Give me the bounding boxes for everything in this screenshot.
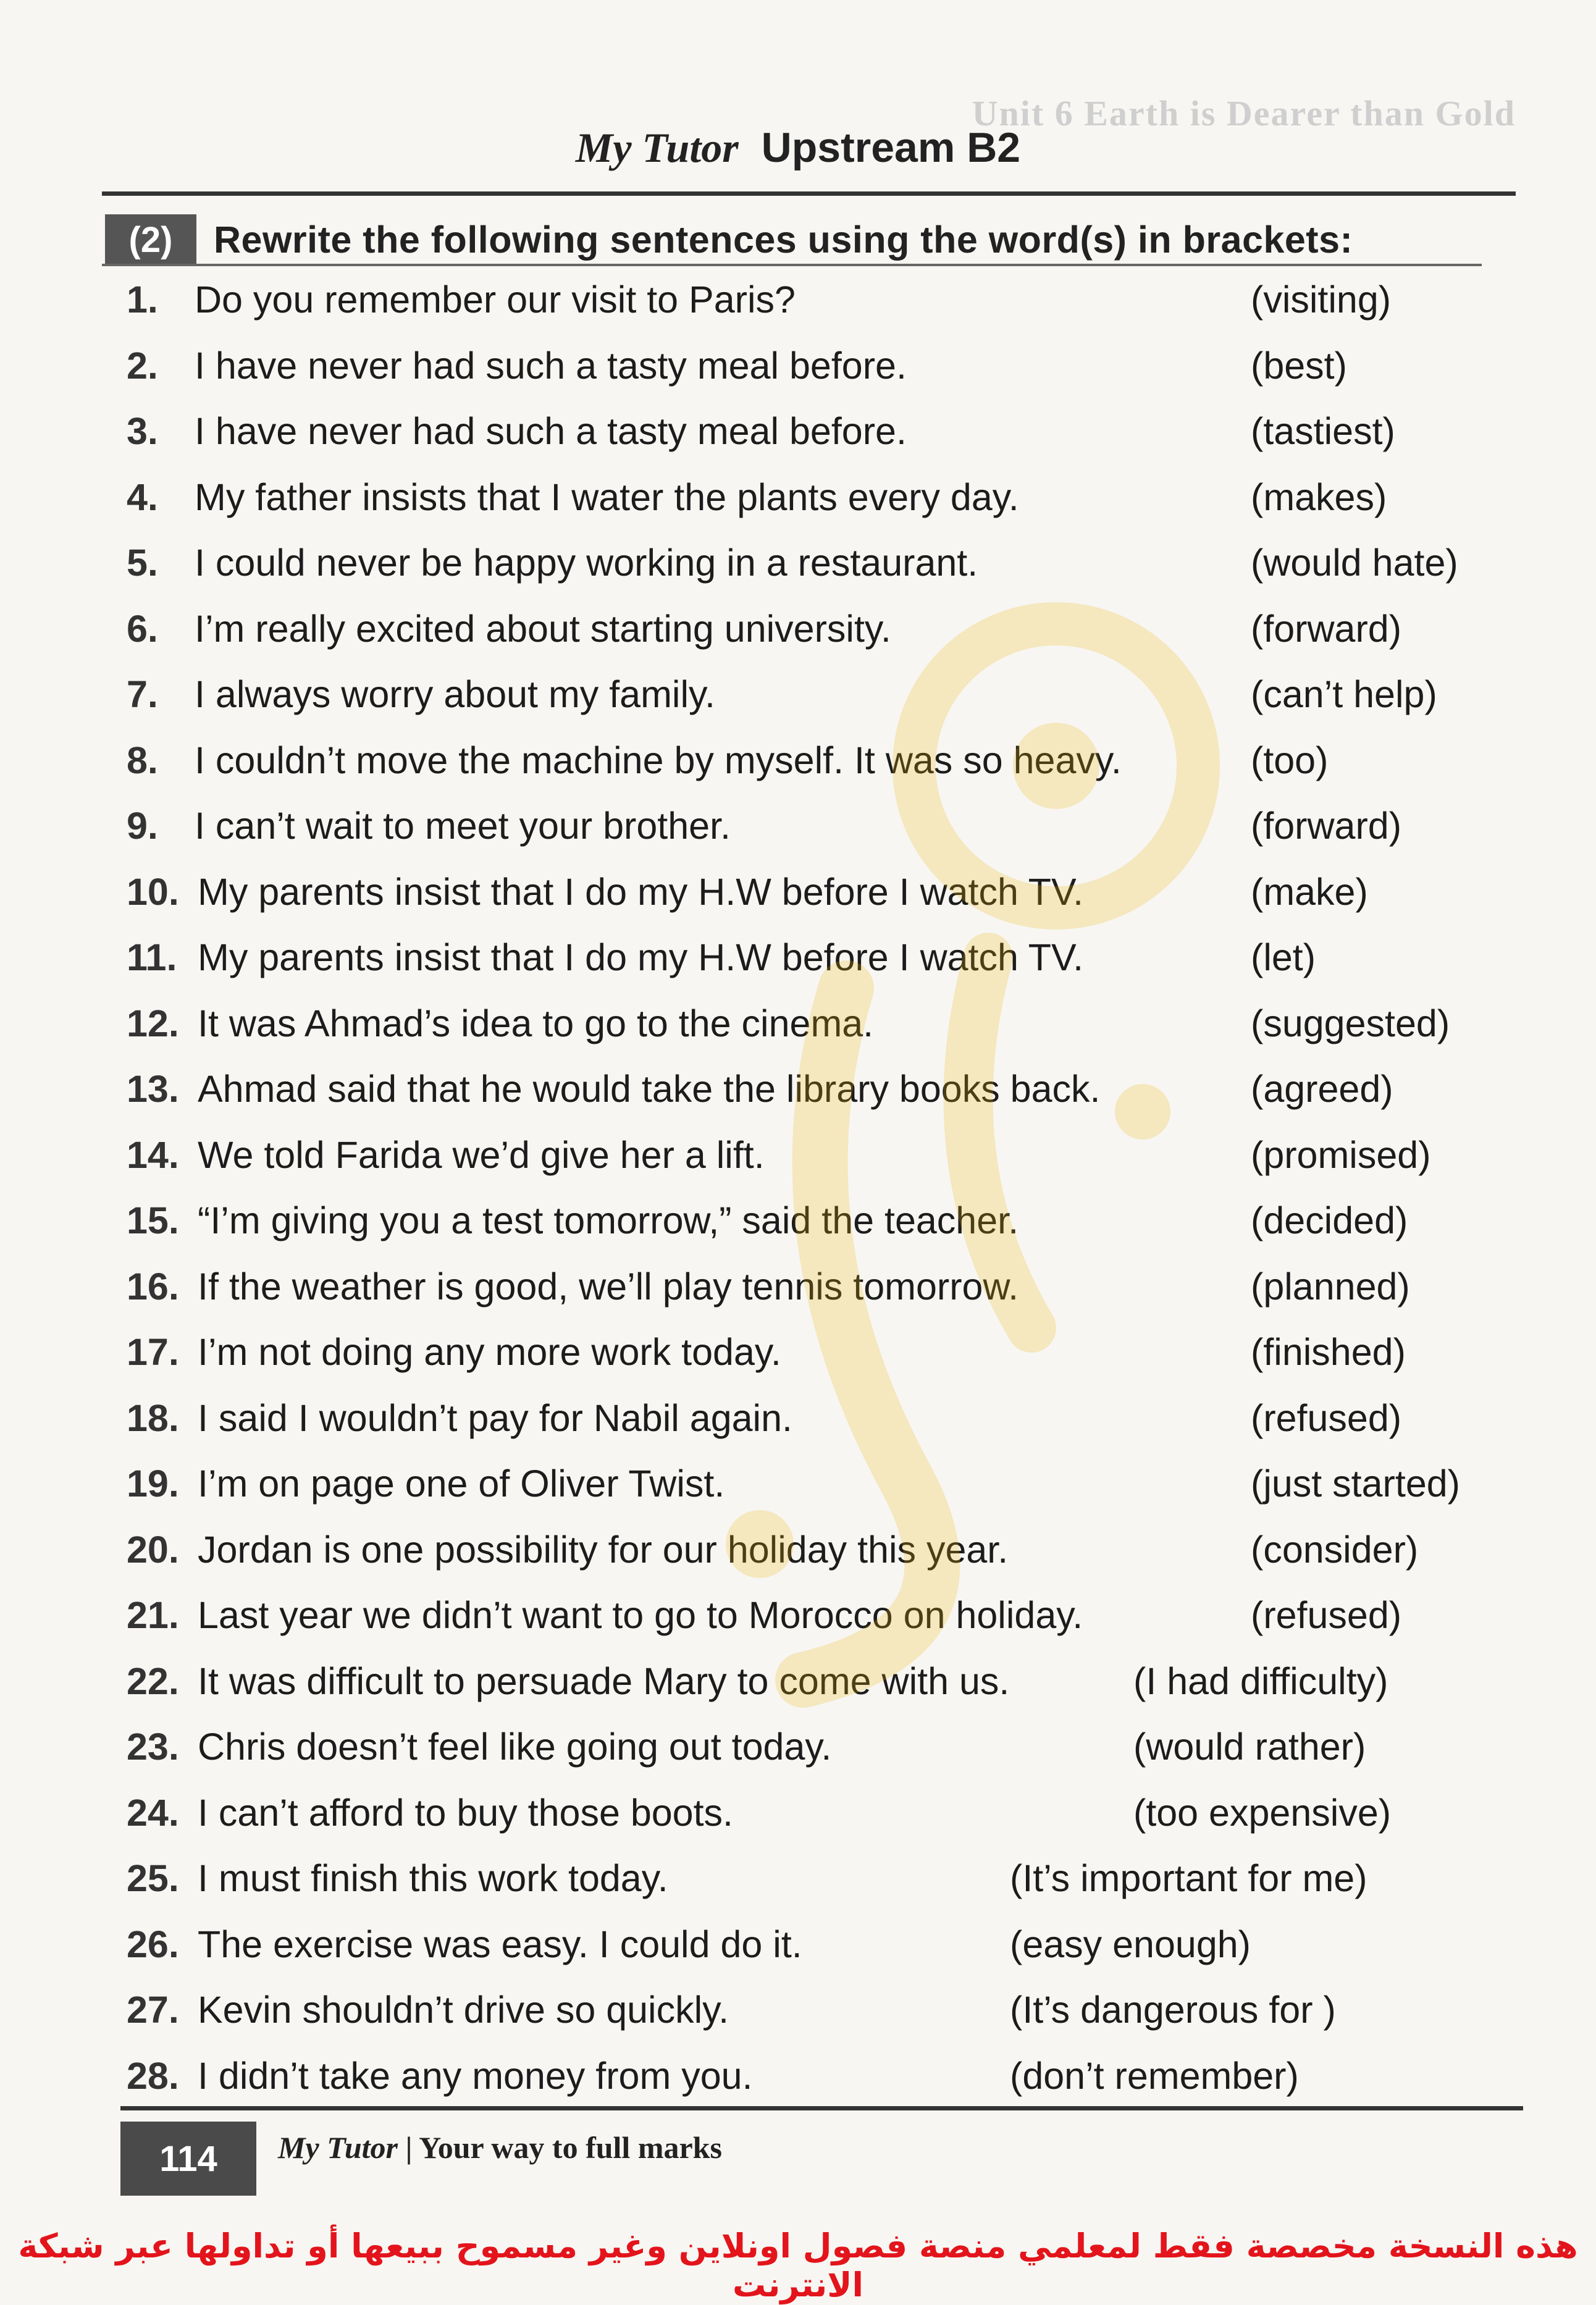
exercise-item [127, 1188, 1504, 1254]
page-number: 114 [120, 2122, 256, 2196]
item-sentence: Chris doesn’t feel like going out today. [198, 1726, 832, 1768]
item-bracket-word: (promised) [1251, 1133, 1431, 1176]
item-number: 27. [127, 1989, 179, 2031]
item-number: 2. [127, 344, 158, 387]
item-number: 13. [127, 1068, 179, 1110]
item-number: 19. [127, 1463, 179, 1505]
item-sentence: I couldn’t move the machine by myself. It was so heavy. [195, 739, 1122, 781]
exercise-item [127, 661, 1504, 728]
exercise-item [127, 1451, 1504, 1517]
header-brand: My Tutor [575, 124, 739, 171]
item-bracket-word: (decided) [1251, 1199, 1408, 1241]
item-sentence: I didn’t take any money from you. [198, 2054, 753, 2097]
item-sentence: I said I wouldn’t pay for Nabil again. [198, 1396, 792, 1439]
item-number: 3. [127, 410, 158, 452]
item-sentence: I must finish this work today. [198, 1857, 668, 1899]
item-bracket-word: (let) [1251, 936, 1316, 978]
exercise-item [127, 1912, 1504, 1978]
item-sentence: I’m really excited about starting university. [195, 607, 891, 650]
item-sentence: We told Farida we’d give her a lift. [198, 1133, 765, 1176]
exercise-item [127, 728, 1504, 794]
item-number: 17. [127, 1331, 179, 1373]
item-sentence: Ahmad said that he would take the library books back. [198, 1068, 1101, 1110]
footer-rule [120, 2106, 1523, 2110]
footer-tagline [278, 2130, 722, 2165]
item-number: 15. [127, 1199, 179, 1241]
item-bracket-word: (planned) [1251, 1265, 1410, 1308]
page-header [0, 124, 1596, 172]
item-bracket-word: (too) [1251, 739, 1329, 781]
section-instruction: Rewrite the following sentences using the word(s) in brackets: [214, 219, 1353, 261]
item-number: 8. [127, 739, 158, 781]
item-number: 26. [127, 1923, 179, 1965]
exercise-item [127, 1845, 1504, 1912]
item-number: 20. [127, 1528, 179, 1571]
item-number: 24. [127, 1791, 179, 1834]
item-sentence: Last year we didn’t want to go to Morocco on holiday. [198, 1594, 1083, 1636]
item-sentence: If the weather is good, we’ll play tennis tomorrow. [198, 1265, 1019, 1308]
item-sentence: Kevin shouldn’t drive so quickly. [198, 1989, 729, 2031]
item-bracket-word: (It’s important for me) [1010, 1857, 1367, 1899]
item-bracket-word: (forward) [1251, 607, 1402, 650]
item-bracket-word: (I had difficulty) [1133, 1660, 1388, 1702]
header-rule [102, 191, 1516, 196]
item-number: 28. [127, 2054, 179, 2097]
exercise-item [127, 1056, 1504, 1122]
exercise-item [127, 596, 1504, 662]
item-sentence: I have never had such a tasty meal before. [195, 344, 907, 387]
exercise-item [127, 991, 1504, 1057]
copyright-notice: هذه النسخة مخصصة فقط لمعلمي منصة فصول اونلاين وغير مسموح ببيعها أو تداولها عبر شبكة الانترنت [18, 2227, 1578, 2304]
item-sentence: My parents insist that I do my H.W before I watch TV. [198, 870, 1084, 913]
item-bracket-word: (visiting) [1251, 279, 1392, 321]
item-bracket-word: (easy enough) [1010, 1923, 1251, 1965]
exercise-item [127, 530, 1504, 596]
item-bracket-word: (would hate) [1251, 542, 1458, 584]
item-bracket-word: (agreed) [1251, 1068, 1393, 1110]
exercise-item [127, 1319, 1504, 1385]
item-sentence: I can’t afford to buy those boots. [198, 1791, 733, 1834]
item-bracket-word: (forward) [1251, 805, 1402, 847]
exercise-item [127, 2043, 1504, 2109]
item-bracket-word: (refused) [1251, 1396, 1402, 1439]
item-sentence: I could never be happy working in a restaurant. [195, 542, 978, 584]
item-number: 21. [127, 1594, 179, 1636]
exercise-list [127, 267, 1504, 2109]
exercise-item [127, 1517, 1504, 1583]
item-number: 4. [127, 476, 158, 518]
item-number: 6. [127, 607, 158, 650]
item-sentence: Jordan is one possibility for our holiday this year. [198, 1528, 1009, 1571]
bleed-through-heading: Unit 6 Earth is Dearer than Gold [972, 93, 1516, 133]
item-sentence: “I’m giving you a test tomorrow,” said the teacher. [198, 1199, 1019, 1241]
item-number: 7. [127, 673, 158, 715]
exercise-item [127, 1122, 1504, 1188]
item-bracket-word: (just started) [1251, 1463, 1460, 1505]
item-number: 22. [127, 1660, 179, 1702]
exercise-item [127, 464, 1504, 531]
item-sentence: I have never had such a tasty meal before. [195, 410, 907, 452]
item-sentence: I always worry about my family. [195, 673, 715, 715]
item-bracket-word: (don’t remember) [1010, 2054, 1299, 2097]
item-sentence: My parents insist that I do my H.W before I watch TV. [198, 936, 1084, 978]
item-number: 10. [127, 870, 179, 913]
item-bracket-word: (can’t help) [1251, 673, 1437, 715]
item-sentence: I’m not doing any more work today. [198, 1331, 781, 1373]
item-sentence: It was Ahmad’s idea to go to the cinema. [198, 1002, 874, 1044]
item-bracket-word: (make) [1251, 870, 1368, 913]
exercise-item [127, 1648, 1504, 1715]
item-bracket-word: (consider) [1251, 1528, 1419, 1571]
exercise-item [127, 333, 1504, 399]
item-number: 14. [127, 1133, 179, 1176]
item-sentence: My father insists that I water the plants every day. [195, 476, 1019, 518]
item-number: 5. [127, 542, 158, 584]
item-sentence: I can’t wait to meet your brother. [195, 805, 731, 847]
item-bracket-word: (It’s dangerous for ) [1010, 1989, 1336, 2031]
item-bracket-word: (best) [1251, 344, 1347, 387]
item-number: 1. [127, 279, 158, 321]
item-sentence: I’m on page one of Oliver Twist. [198, 1463, 725, 1505]
section-number-badge: (2) [105, 214, 196, 265]
item-bracket-word: (finished) [1251, 1331, 1406, 1373]
item-sentence: The exercise was easy. I could do it. [198, 1923, 802, 1965]
exercise-item [127, 398, 1504, 464]
exercise-item [127, 925, 1504, 991]
item-sentence: It was difficult to persuade Mary to come with us. [198, 1660, 1010, 1702]
item-number: 23. [127, 1726, 179, 1768]
item-number: 25. [127, 1857, 179, 1899]
item-number: 12. [127, 1002, 179, 1044]
item-bracket-word: (tastiest) [1251, 410, 1395, 452]
exercise-item [127, 1977, 1504, 2043]
exercise-item [127, 267, 1504, 333]
item-number: 16. [127, 1265, 179, 1308]
exercise-item [127, 1714, 1504, 1780]
exercise-item [127, 859, 1504, 925]
section-underline [102, 264, 1482, 266]
item-bracket-word: (makes) [1251, 476, 1387, 518]
footer-brand: My Tutor [278, 2130, 398, 2165]
item-bracket-word: (would rather) [1133, 1726, 1366, 1768]
section-heading [105, 212, 1516, 267]
item-bracket-word: (suggested) [1251, 1002, 1450, 1044]
item-bracket-word: (too expensive) [1133, 1791, 1392, 1834]
exercise-item [127, 1582, 1504, 1648]
item-bracket-word: (refused) [1251, 1594, 1402, 1636]
footer-slogan: | Your way to full marks [405, 2130, 722, 2165]
exercise-item [127, 1254, 1504, 1320]
header-title: Upstream B2 [761, 124, 1021, 171]
item-number: 18. [127, 1396, 179, 1439]
item-sentence: Do you remember our visit to Paris? [195, 279, 796, 321]
item-number: 11. [127, 936, 177, 978]
exercise-item [127, 1780, 1504, 1846]
item-number: 9. [127, 805, 158, 847]
exercise-item [127, 1385, 1504, 1451]
exercise-item [127, 793, 1504, 859]
